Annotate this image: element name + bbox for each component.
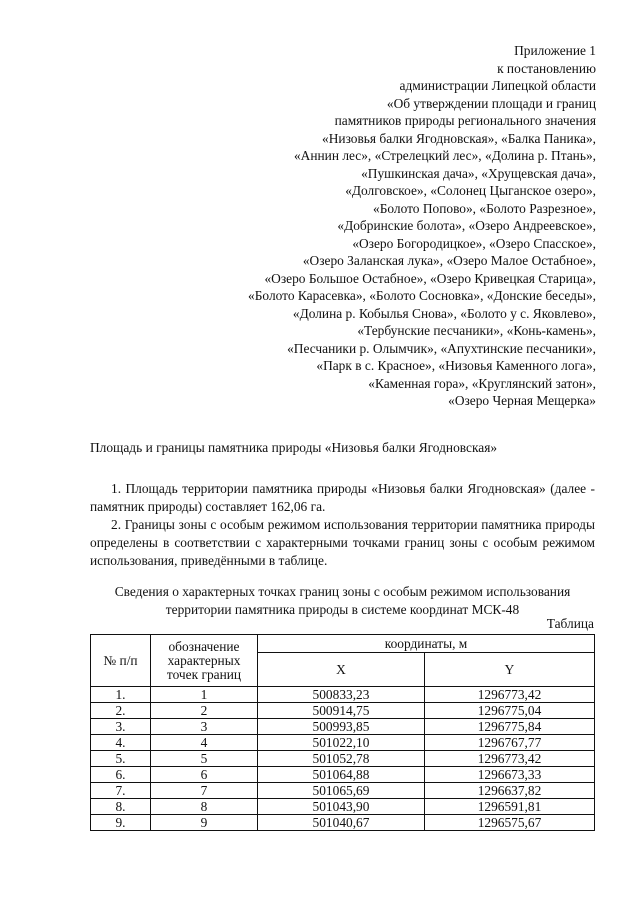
cell-point: 9 — [151, 815, 258, 831]
cell-point: 4 — [151, 735, 258, 751]
caption-line: Сведения о характерных точках границ зоны с особым режимом использования — [114, 584, 571, 599]
cell-x: 501064,88 — [258, 767, 425, 783]
appendix-line: администрации Липецкой области — [399, 78, 596, 93]
paragraph-borders — [90, 516, 595, 571]
cell-number: 6. — [91, 767, 151, 783]
cell-x: 501040,67 — [258, 815, 425, 831]
cell-number: 2. — [91, 703, 151, 719]
cell-y: 1296773,42 — [425, 687, 595, 703]
cell-point: 2 — [151, 703, 258, 719]
appendix-line: Приложение 1 — [514, 43, 596, 58]
appendix-line: «Об утверждении площади и границ — [386, 95, 596, 111]
table-caption — [90, 583, 595, 619]
cell-number: 5. — [91, 751, 151, 767]
cell-number: 1. — [91, 687, 151, 703]
table-row — [91, 799, 595, 815]
paragraph-text: 1. Площадь территории памятника природы «Низовья балки Ягодновская» (далее - памятник природы) составляет 162,06 га. — [90, 481, 595, 515]
coordinates-table — [90, 634, 595, 831]
appendix-line: «Тербунские песчаники», «Конь-камень», — [357, 323, 596, 338]
cell-number: 9. — [91, 815, 151, 831]
cell-point: 7 — [151, 783, 258, 799]
table-row — [91, 783, 595, 799]
appendix-header — [76, 42, 596, 410]
appendix-line: «Песчаники р. Олымчик», «Апухтинские песчаники», — [287, 340, 596, 356]
appendix-line: «Долговское», «Солонец Цыганское озеро», — [345, 183, 596, 198]
appendix-line: «Озеро Богородицкое», «Озеро Спасское», — [352, 235, 596, 251]
header-x: X — [258, 653, 425, 687]
table-row — [91, 751, 595, 767]
table-row — [91, 703, 595, 719]
cell-y: 1296673,33 — [425, 767, 595, 783]
cell-x: 500993,85 — [258, 719, 425, 735]
table-row — [91, 767, 595, 783]
appendix-line: «Низовья балки Ягодновская», «Балка Паника», — [322, 130, 596, 146]
appendix-line: «Каменная гора», «Круглянский затон», — [368, 375, 596, 391]
cell-x: 501022,10 — [258, 735, 425, 751]
cell-y: 1296773,42 — [425, 751, 595, 767]
paragraph-text: 2. Границы зоны с особым режимом использования территории памятника природы определены в соответствии с характерными точками границ зоны с особым режимом использования, приведёнными в таблице. — [90, 517, 595, 569]
cell-number: 8. — [91, 799, 151, 815]
appendix-line: «Парк в с. Красное», «Низовья Каменного лога», — [316, 358, 596, 373]
cell-y: 1296637,82 — [425, 783, 595, 799]
appendix-line: «Озеро Черная Мещерка» — [448, 393, 596, 408]
header-coordinates: координаты, м — [258, 635, 595, 653]
cell-point: 8 — [151, 799, 258, 815]
cell-point: 6 — [151, 767, 258, 783]
appendix-line: «Аннин лес», «Стрелецкий лес», «Долина р. Птань», — [293, 148, 596, 163]
table-label: Таблица — [546, 616, 594, 631]
header-y: Y — [425, 653, 595, 687]
cell-y: 1296767,77 — [425, 735, 595, 751]
cell-number: 7. — [91, 783, 151, 799]
table-row — [91, 687, 595, 703]
appendix-line: «Болото Карасевка», «Болото Сосновка», «Донские беседы», — [248, 288, 596, 303]
appendix-line: «Долина р. Кобылья Снова», «Болото у с. Яковлево», — [292, 305, 596, 321]
cell-point: 5 — [151, 751, 258, 767]
cell-x: 501065,69 — [258, 783, 425, 799]
appendix-line: памятников природы регионального значения — [334, 113, 596, 128]
appendix-line: «Пушкинская дача», «Хрущевская дача», — [361, 165, 596, 181]
header-designation: обозначение характерных точек границ — [151, 635, 258, 687]
cell-y: 1296775,84 — [425, 719, 595, 735]
cell-y: 1296591,81 — [425, 799, 595, 815]
cell-x: 501052,78 — [258, 751, 425, 767]
document-title: Площадь и границы памятника природы «Низовья балки Ягодновская» — [90, 440, 498, 455]
paragraph-area — [90, 480, 595, 516]
cell-number: 3. — [91, 719, 151, 735]
caption-line: территории памятника природы в системе координат МСК-48 — [165, 602, 520, 617]
header-number: № п/п — [91, 635, 151, 687]
cell-point: 1 — [151, 687, 258, 703]
cell-x: 500914,75 — [258, 703, 425, 719]
cell-x: 501043,90 — [258, 799, 425, 815]
appendix-line: «Добринские болота», «Озеро Андреевское», — [337, 218, 596, 233]
cell-y: 1296775,04 — [425, 703, 595, 719]
appendix-line: «Озеро Заланская лука», «Озеро Малое Остабное», — [302, 253, 596, 268]
appendix-line: к постановлению — [497, 60, 596, 76]
cell-number: 4. — [91, 735, 151, 751]
cell-point: 3 — [151, 719, 258, 735]
cell-x: 500833,23 — [258, 687, 425, 703]
table-row — [91, 815, 595, 831]
table-row — [91, 735, 595, 751]
table-row — [91, 719, 595, 735]
appendix-line: «Болото Попово», «Болото Разрезное», — [373, 200, 596, 216]
cell-y: 1296575,67 — [425, 815, 595, 831]
appendix-line: «Озеро Большое Остабное», «Озеро Кривецкая Старица», — [264, 270, 596, 286]
